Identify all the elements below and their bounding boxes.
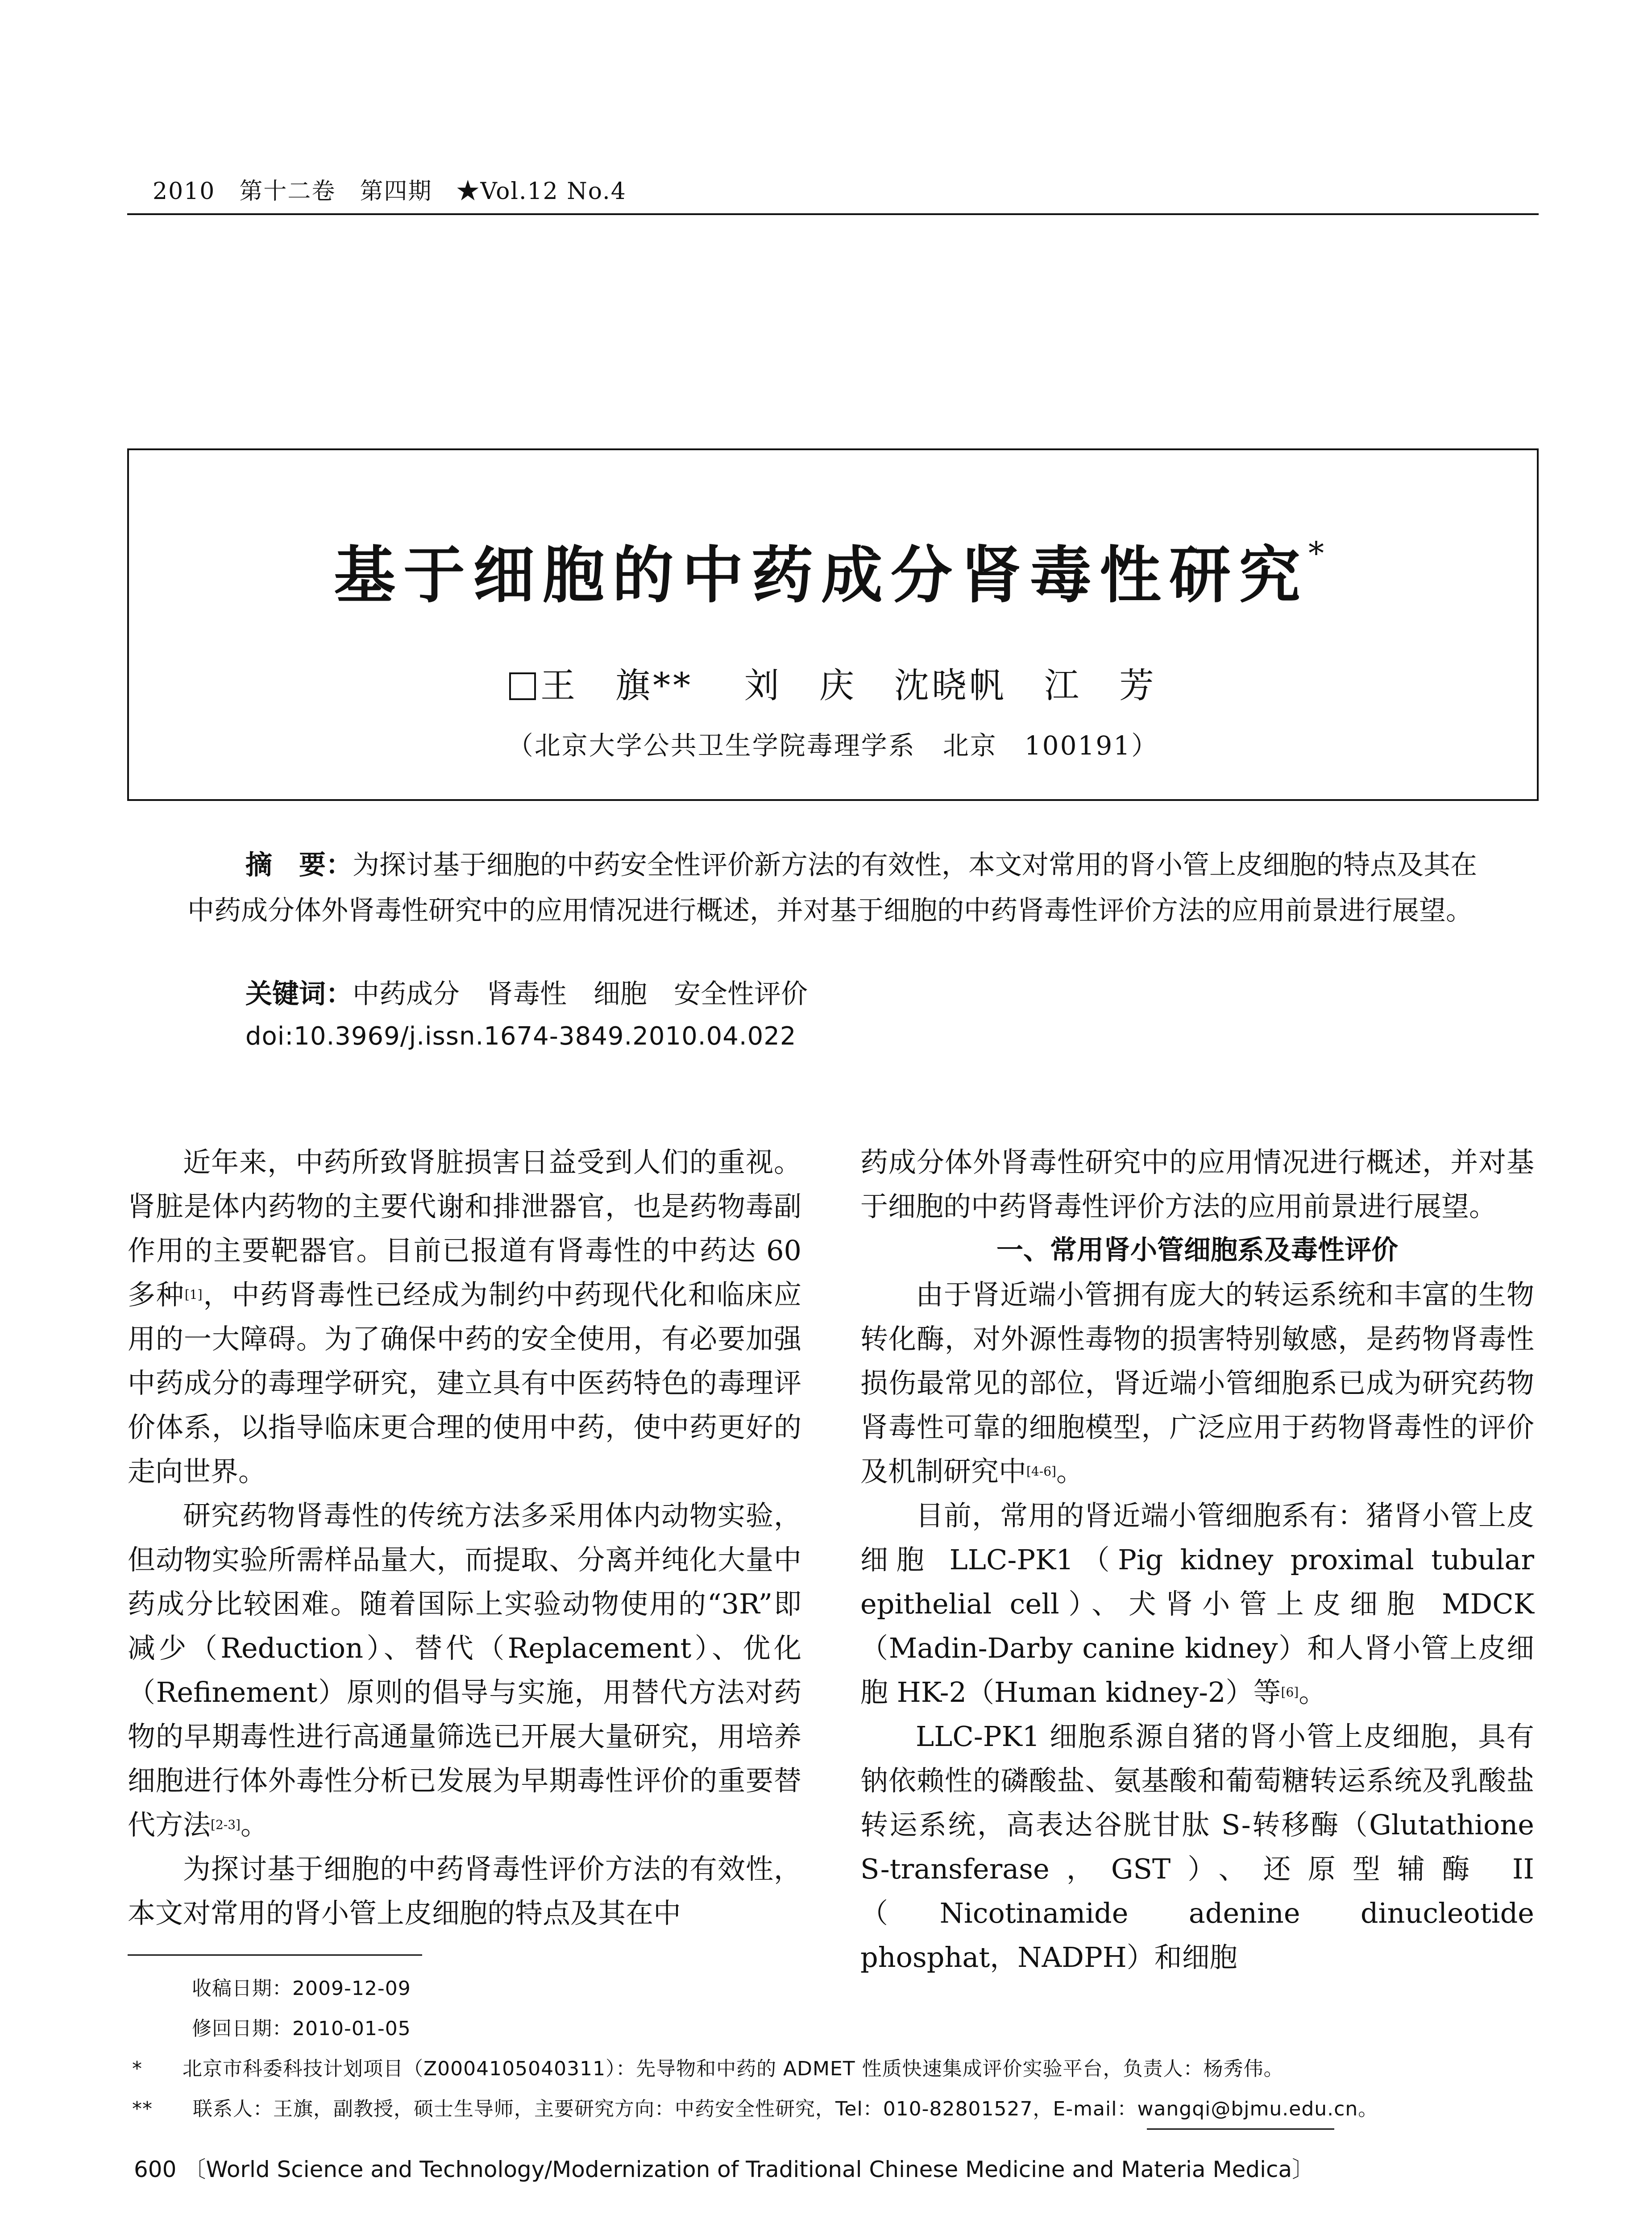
footnote-end-rule [1147,2128,1334,2130]
journal-header: 2010 第十二卷 第四期 ★Vol.12 No.4 [153,178,627,205]
keywords-label: 关键词： [245,979,353,1010]
page-footer: 600 〔World Science and Technology/Modernization of Traditional Chinese Medicine and Materia Medica〕 [134,2156,1315,2182]
header-rule [127,213,1539,215]
paragraph: 为探讨基于细胞的中药肾毒性评价方法的有效性，本文对常用的肾小管上皮细胞的特点及其在中 [128,1853,801,1929]
citation: [2-3] [211,1817,241,1832]
left-column [128,1140,801,1935]
paragraph: 研究药物肾毒性的传统方法多采用体内动物实验，但动物实验所需样品量大，而提取、分离并纯化大量中药成分比较困难。随着国际上实验动物使用的“3R”即减少（Reduction）、替代（Replacement）、优化（Refinement）原则的倡导与实施，用替代方法对药物的早期毒性进行高通量筛选已开展大量研究，用培养细胞进行体外毒性分析已发展为早期毒性评价的重要替代方法[2-3]。 [128,1499,801,1841]
keywords-text: 中药成分 肾毒性 细胞 安全性评价 [353,979,808,1010]
abstract-text: 为探讨基于细胞的中药安全性评价新方法的有效性，本文对常用的肾小管上皮细胞的特点及其在中药成分体外肾毒性研究中的应用情况进行概述，并对基于细胞的中药肾毒性评价方法的应用前景进行展望。 [187,850,1477,926]
title-footnote-mark: * [1308,535,1332,572]
paragraph: 由于肾近端小管拥有庞大的转运系统和丰富的生物转化酶，对外源性毒物的损害特别敏感，是药物肾毒性损伤最常见的部位，肾近端小管细胞系已成为研究药物肾毒性可靠的细胞模型，广泛应用于药物肾毒性的评价及机制研究中[4-6]。 [860,1278,1534,1488]
footnote-rule [128,1954,422,1956]
paragraph: 目前，常用的肾近端小管细胞系有：猪肾小管上皮细胞 LLC-PK1（Pig kidney proximal tubular epithelial cell）、犬肾小管上皮细胞 MDCK（Madin-Darby canine kidney）和人肾小管上皮细胞 HK-2（Human kidney-2）等[6]。 [860,1499,1534,1708]
authors: 王 旗** 刘 庆 沈晓帆 江 芳 [540,666,1157,706]
abstract-label: 摘 要： [245,850,353,881]
square-icon [509,672,536,700]
keywords [245,973,808,1011]
right-column [860,1140,1534,1979]
title-box [127,448,1539,801]
paragraph: LLC-PK1 细胞系源自猪的肾小管上皮细胞，具有钠依赖性的磷酸盐、氨基酸和葡萄糖转运系统及乳酸盐转运系统，高表达谷胱甘肽 S-转移酶（Glutathione S-transferase，GST）、还原型辅酶 II（Nicotinamide adenine dinucleotide phosphat，NADPH）和细胞 [860,1720,1534,1974]
author-line [129,658,1537,708]
paragraph: 药成分体外肾毒性研究中的应用情况进行概述，并对基于细胞的中药肾毒性评价方法的应用前景进行展望。 [860,1146,1534,1223]
citation: [4-6] [1026,1464,1056,1479]
affiliation: （北京大学公共卫生学院毒理学系 北京 100191） [507,730,1159,761]
citation: [6] [1281,1685,1299,1700]
contact-footnote: ** 联系人：王旗，副教授，硕士生导师，主要研究方向：中药安全性研究，Tel：010-82801527，E-mail：wangqi@bjmu.edu.cn。 [132,2098,1378,2120]
citation: [1] [184,1287,203,1302]
section-heading: 一、常用肾小管细胞系及毒性评价 [996,1235,1398,1266]
doi: doi:10.3969/j.issn.1674-3849.2010.04.022 [245,1022,797,1051]
article-title: 基于细胞的中药成分肾毒性研究* [333,535,1332,611]
abstract [187,842,1495,933]
revised-date: 修回日期：2010-01-05 [192,2017,411,2040]
funding-footnote: * 北京市科委科技计划项目（Z0004105040311）：先导物和中药的 ADMET 性质快速集成评价实验平台，负责人：杨秀伟。 [132,2057,1284,2080]
paragraph: 近年来，中药所致肾脏损害日益受到人们的重视。肾脏是体内药物的主要代谢和排泄器官，也是药物毒副作用的主要靶器官。目前已报道有肾毒性的中药达 60 多种[1]，中药肾毒性已经成为制约中药现代化和临床应用的一大障碍。为了确保中药的安全使用，有必要加强中药成分的毒理学研究，建立具有中医药特色的毒理评价体系，以指导临床更合理的使用中药，使中药更好的走向世界。 [128,1146,801,1488]
received-date: 收稿日期：2009-12-09 [192,1977,411,2000]
